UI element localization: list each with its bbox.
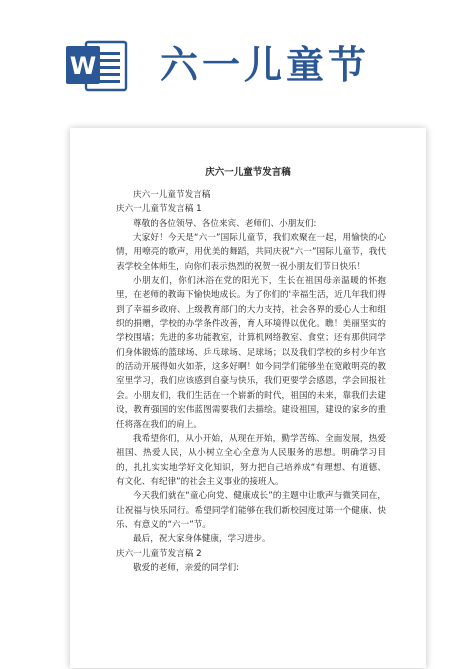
doc-paragraph: 最后，祝大家身体健康，学习进步。 — [133, 534, 271, 545]
doc-section-heading: 庆六一儿童节发言稿 1 — [116, 204, 202, 215]
document-title: 庆六一儿童节发言稿 — [205, 167, 291, 178]
doc-salutation: 敬爱的老师，亲爱的同学们: — [133, 562, 240, 573]
svg-text:W: W — [69, 52, 97, 80]
doc-section-heading: 庆六一儿童节发言稿 2 — [116, 548, 202, 559]
doc-paragraph: 大家好！今天是“六一”国际儿童节，我们欢聚在一起，用愉快的心情，用嘹亮的歌声，用优美的舞蹈，共同庆祝“六一”国际儿童节，我代表学校全体师生，向你们表示热烈的祝贺一祝小朋友们节日快乐！ — [116, 233, 386, 272]
doc-paragraph: 今天我们就在“童心向党、健康成长”的主题中让歌声与微笑同在，让祝福与快乐同行。希望同学们能够在我们新校园度过第一个健康、快乐、有意义的“六一”节。 — [116, 491, 386, 530]
doc-paragraph: 我希望你们，从小开始，从现在开始，勤学苦练、全面发展，热爱祖国、热爱人民，从小树立全心全意为人民服务的思想。明确学习目的，扎扎实实地学好文化知识，努力把自己培养成“有理想、有道德、有文化、有纪律”的社会主义事业的接班人。 — [116, 433, 386, 487]
header-banner — [0, 0, 474, 130]
page-title: 六一儿童节 — [160, 43, 371, 87]
doc-paragraph: 小朋友们，你们沐浴在党的阳光下，生长在祖国母亲温暖的怀抱里，在老师的教诲下愉快地成长。为了你们的'幸福生活，近几年我们得到了幸福乡政府、上级教育部门的大力支持，社会各界的爱心人士和组织的捐赠，学校的办学条件改善，育人环境得以优化。瞧！美丽坚实的学校围墙；先进的多功能教室，计算机网络教室、食堂；还有那供同学们身体锻炼的篮球场、乒乓球场、足球场；以及我们学校的乡村少年宫的活动开展得如火如荼，这多好啊！如今同学们能够坐在宽敞明亮的教室里学习，我们应该感到自豪与快乐，我们更要学会感恩，学会回报社会。小朋友们，我们生活在一个崭新的时代，祖国的未来，靠我们去建设，教育强国的宏伟蓝图需要我们去描绘。建设祖国，建设的家乡的重任将落在我们的肩上。 — [116, 276, 386, 430]
document-page — [70, 128, 426, 668]
doc-paragraph: 庆六一儿童节发言稿 — [133, 190, 211, 200]
doc-salutation: 尊敬的各位领导、各位来宾、老师们、小朋友们: — [133, 218, 317, 229]
document-body — [116, 188, 386, 575]
word-document-icon — [64, 32, 130, 98]
